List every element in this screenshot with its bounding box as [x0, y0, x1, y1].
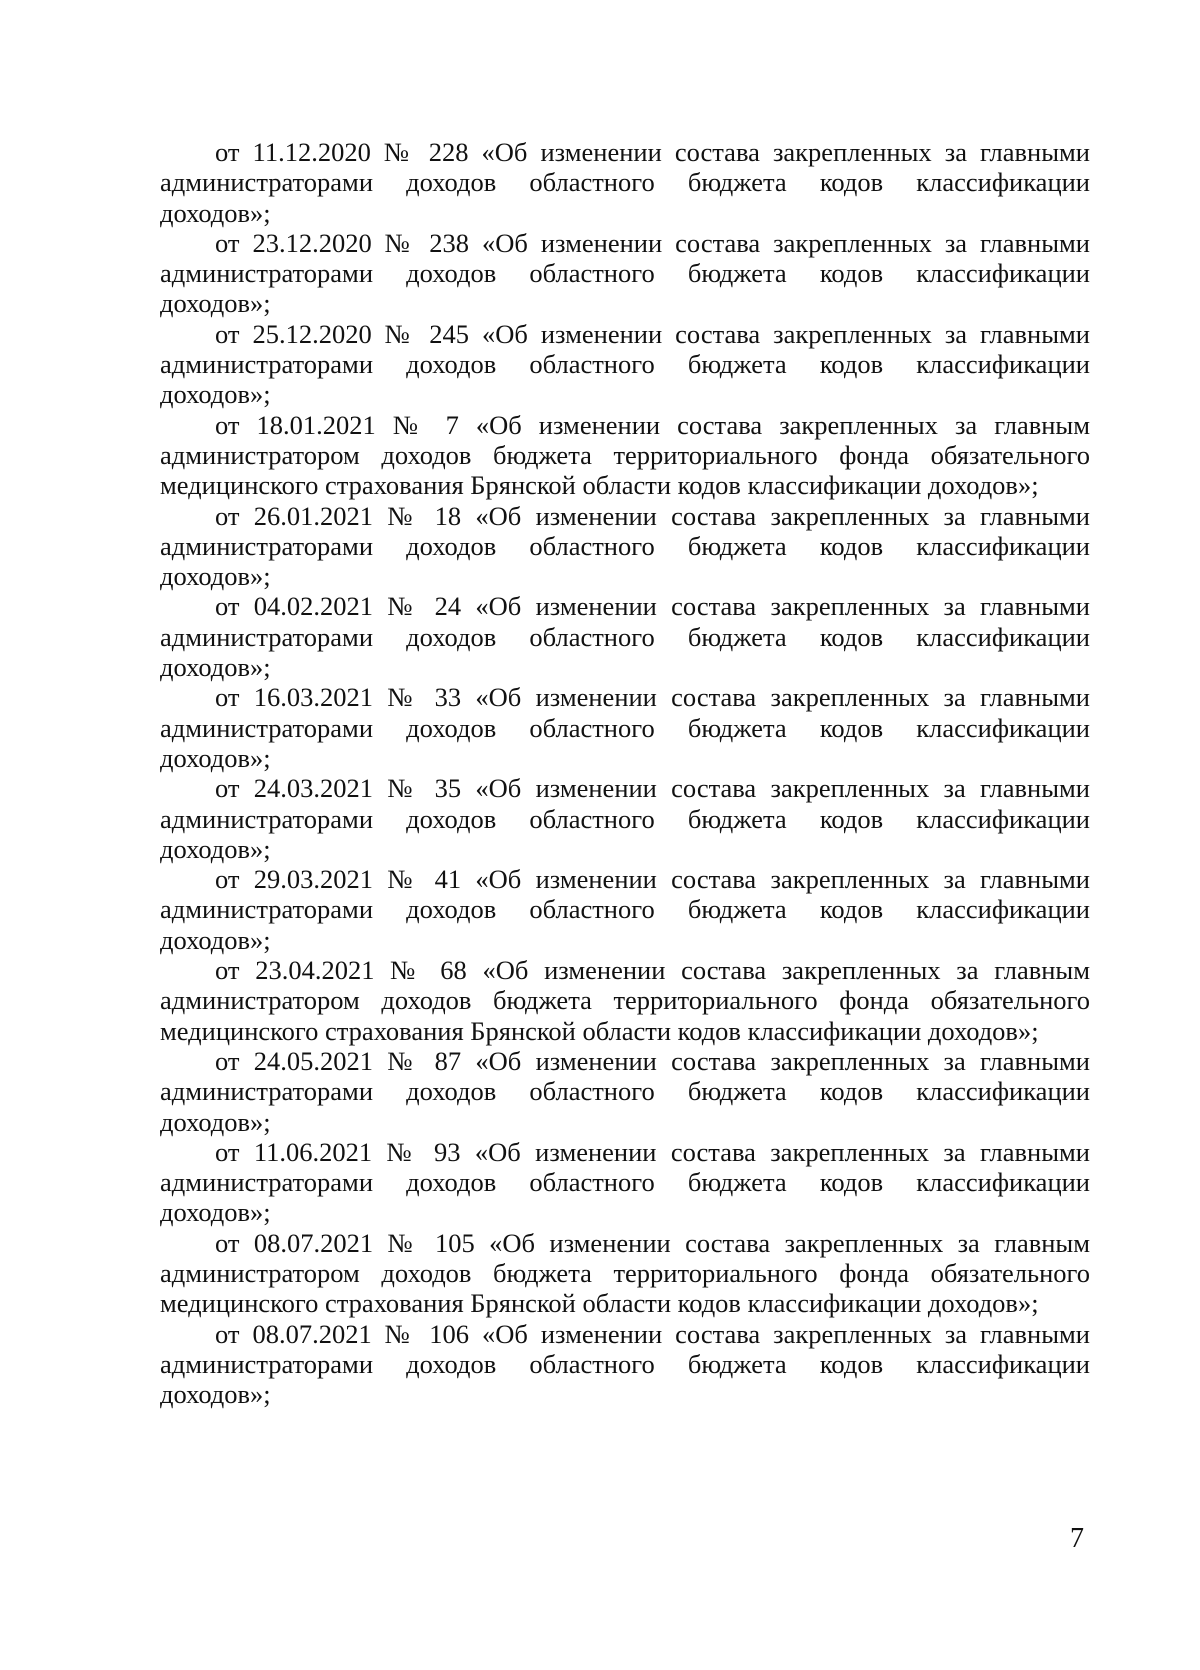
entry-line: доходов»;: [160, 1106, 271, 1137]
entry-line: администраторами доходов областного бюджета кодов классификации: [160, 803, 1090, 834]
entry-line: от 29.03.2021 № 41 «Об изменении состава закрепленных за главными: [215, 864, 1090, 895]
document-entry: [160, 682, 1090, 773]
document-entry: [160, 501, 1090, 592]
entry-line: медицинского страхования Брянской области кодов классификации доходов»;: [160, 1288, 1039, 1319]
entry-line: администраторами доходов областного бюджета кодов классификации: [160, 530, 1090, 561]
document-entry: [160, 864, 1090, 955]
entry-line: от 23.04.2021 № 68 «Об изменении состава закрепленных за главным: [215, 955, 1090, 986]
document-entry: [160, 591, 1090, 682]
entry-line: от 24.05.2021 № 87 «Об изменении состава закрепленных за главными: [215, 1045, 1090, 1076]
entry-line: от 11.06.2021 № 93 «Об изменении состава закрепленных за главными: [215, 1136, 1090, 1167]
document-entry: [160, 410, 1090, 501]
document-body: [160, 137, 1090, 1409]
entry-line: медицинского страхования Брянской области кодов классификации доходов»;: [160, 470, 1039, 501]
entry-line: администраторами доходов областного бюджета кодов классификации: [160, 349, 1090, 380]
entry-line: доходов»;: [160, 924, 271, 955]
document-entry: [160, 228, 1090, 319]
entry-line: доходов»;: [160, 379, 271, 410]
entry-line: администратором доходов бюджета территориального фонда обязательного: [160, 1257, 1090, 1288]
entry-line: администраторами доходов областного бюджета кодов классификации: [160, 894, 1090, 925]
entry-line: от 25.12.2020 № 245 «Об изменении состава закрепленных за главными: [215, 318, 1090, 349]
entry-line: доходов»;: [160, 652, 271, 683]
document-entry: [160, 319, 1090, 410]
document-entry: [160, 1319, 1090, 1410]
entry-line: администраторами доходов областного бюджета кодов классификации: [160, 712, 1090, 743]
entry-line: доходов»;: [160, 742, 271, 773]
entry-line: от 11.12.2020 № 228 «Об изменении состава закрепленных за главными: [215, 137, 1090, 167]
document-entry: [160, 1137, 1090, 1228]
entry-line: администраторами доходов областного бюджета кодов классификации: [160, 1076, 1090, 1107]
document-entry: [160, 955, 1090, 1046]
entry-line: от 24.03.2021 № 35 «Об изменении состава закрепленных за главными: [215, 773, 1090, 804]
entry-line: от 18.01.2021 № 7 «Об изменении состава закрепленных за главным: [215, 409, 1090, 440]
entry-line: от 08.07.2021 № 106 «Об изменении состава закрепленных за главными: [215, 1318, 1090, 1349]
entry-line: от 08.07.2021 № 105 «Об изменении состава закрепленных за главным: [215, 1227, 1090, 1258]
entry-line: доходов»;: [160, 197, 271, 228]
entry-line: от 26.01.2021 № 18 «Об изменении состава закрепленных за главными: [215, 500, 1090, 531]
entry-line: администраторами доходов областного бюджета кодов классификации: [160, 1348, 1090, 1379]
entry-line: доходов»;: [160, 1197, 271, 1228]
document-entry: [160, 1046, 1090, 1137]
entry-line: администраторами доходов областного бюджета кодов классификации: [160, 1167, 1090, 1198]
document-entry: [160, 1228, 1090, 1319]
entry-line: администраторами доходов областного бюджета кодов классификации: [160, 621, 1090, 652]
page-number: 7: [1070, 1523, 1084, 1554]
entry-line: медицинского страхования Брянской области кодов классификации доходов»;: [160, 1015, 1039, 1046]
entry-line: доходов»;: [160, 1379, 271, 1410]
entry-line: администраторами доходов областного бюджета кодов классификации: [160, 258, 1090, 289]
entry-line: от 16.03.2021 № 33 «Об изменении состава закрепленных за главными: [215, 682, 1090, 713]
entry-line: от 23.12.2020 № 238 «Об изменении состава закрепленных за главными: [215, 227, 1090, 258]
entry-line: доходов»;: [160, 833, 271, 864]
document-entry: [160, 137, 1090, 228]
entry-line: от 04.02.2021 № 24 «Об изменении состава закрепленных за главными: [215, 591, 1090, 622]
entry-line: администратором доходов бюджета территориального фонда обязательного: [160, 439, 1090, 470]
entry-line: администратором доходов бюджета территориального фонда обязательного: [160, 985, 1090, 1016]
entry-line: доходов»;: [160, 561, 271, 592]
document-entry: [160, 773, 1090, 864]
entry-line: доходов»;: [160, 288, 271, 319]
entry-line: администраторами доходов областного бюджета кодов классификации: [160, 167, 1090, 198]
